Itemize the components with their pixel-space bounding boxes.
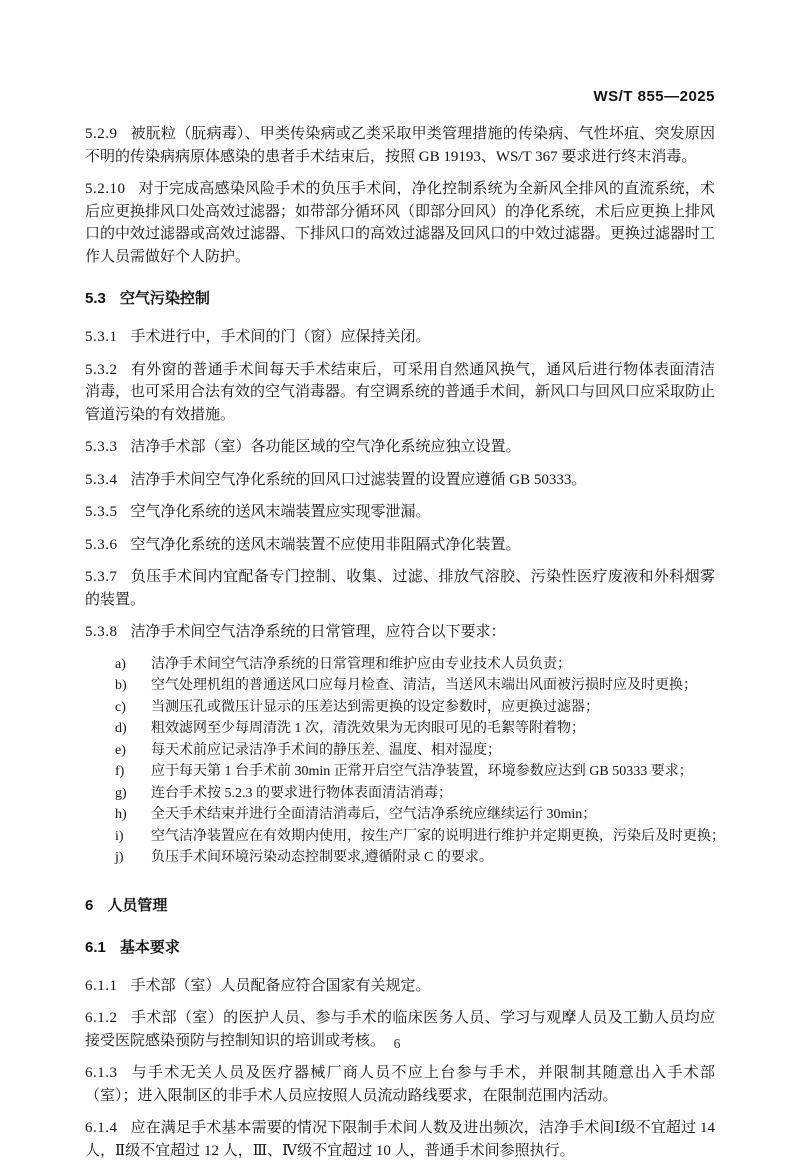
clause-6-1-1 [85,975,715,998]
clause-5-3-8 [85,621,715,644]
heading-6 [85,895,715,917]
heading-number: 6.1 [85,938,106,956]
list-item-c [115,697,715,719]
heading-title: 人员管理 [107,896,168,914]
list-item-g [115,783,715,805]
list-item-label: i) [115,828,124,844]
list-item-label: g) [115,785,127,801]
clause-6-1-3 [85,1062,715,1107]
clause-number: 5.2.9 [85,126,118,142]
heading-6-1 [85,937,715,959]
clause-text: 手术部（室）人员配备应符合国家有关规定。 [130,977,431,994]
clause-number: 5.3.4 [85,471,118,488]
list-item-label: a) [115,656,126,672]
clause-number: 5.3.7 [85,569,118,585]
list-item-text: 每天术前应记录洁净手术间的静压差、温度、相对湿度； [151,742,501,758]
page-number: 6 [393,1037,401,1052]
list-item-text: 应于每天第 1 台手术前 30min 正常开启空气洁净装置，环境参数应达到 GB 50333 要求； [151,764,693,779]
clause-5-2-10 [85,178,715,268]
clause-5-3-8-list [115,654,725,869]
clause-number: 6.1.4 [85,1120,118,1136]
list-item-label: e) [115,742,126,758]
list-item-text: 粗效滤网至少每周清洗 1 次，清洗效果为无肉眼可见的毛絮等附着物； [151,721,585,736]
clause-text: 空气净化系统的送风末端装置不应使用非阻隔式净化装置。 [130,536,521,553]
clause-text: 洁净手术间空气洁净系统的日常管理，应符合以下要求： [130,624,506,640]
clause-text: 有外窗的普通手术间每天手术结束后，可采用自然通风换气，通风后进行物体表面清洁消毒，也可采用合法有效的空气消毒器。有空调系统的普通手术间，新风口与回风口应采取防止管道污染的有效措施。 [85,361,716,423]
clause-text: 被朊粒（朊病毒）、甲类传染病或乙类采取甲类管理措施的传染病、气性坏疽、突发原因不明的传染病病原体感染的患者手术结束后，按照 GB 19193、WS/T 367 要求进行终末消毒。 [85,126,715,165]
list-item-a [115,654,715,676]
clause-number: 5.3.1 [85,329,118,345]
list-item-d [115,718,715,740]
clause-text: 手术部（室）的医护人员、参与手术的临床医务人员、学习与观摩人员及工勤人员均应接受医院感染预防与控制知识的培训或考核。 [85,1010,715,1049]
page-header [85,88,715,105]
clause-number: 5.2.10 [85,181,126,197]
clause-5-2-9 [85,123,715,168]
list-item-text: 当测压孔或微压计显示的压差达到需更换的设定参数时，应更换过滤器； [151,699,599,715]
list-item-label: j) [115,850,124,865]
list-item-label: d) [115,721,127,736]
clause-number: 6.1.1 [85,977,118,994]
clause-text: 洁净手术部（室）各功能区域的空气净化系统应独立设置。 [130,439,521,455]
clause-5-3-3 [85,436,715,459]
clause-number: 5.3.2 [85,361,118,378]
clause-5-3-1 [85,326,715,349]
heading-title: 空气污染控制 [119,290,210,307]
list-item-f [115,761,715,783]
heading-title: 基本要求 [119,938,180,956]
list-item-text: 负压手术间环境污染动态控制要求,遵循附录 C 的要求。 [151,850,493,865]
list-item-label: h) [115,807,127,822]
clause-5-3-7 [85,566,715,611]
clause-number: 5.3.3 [85,439,118,455]
clause-text: 洁净手术间空气净化系统的回风口过滤装置的设置应遵循 GB 50333。 [130,471,587,488]
clause-text: 负压手术间内宜配备专门控制、收集、过滤、排放气溶胶、污染性医疗废液和外科烟雾的装置。 [85,569,715,608]
heading-number: 6 [85,896,94,914]
list-item-text: 全天手术结束并进行全面清洁消毒后，空气洁净系统应继续运行 30min； [151,807,597,822]
heading-number: 5.3 [85,290,106,307]
clause-number: 5.3.5 [85,504,118,520]
clause-text: 应在满足手术基本需要的情况下限制手术间人数及进出频次，洁净手术间Ⅰ级不宜超过 14 人，Ⅱ级不宜超过 12 人，Ⅲ、Ⅳ级不宜超过 10 人，普通手术间参照执行。 [85,1120,715,1159]
list-item-text: 空气处理机组的普通送风口应每月检查、清洁，当送风末端出风面被污损时应及时更换； [151,678,697,693]
clause-text: 对于完成高感染风险手术的负压手术间，净化控制系统为全新风全排风的直流系统，术后应更换排风口处高效过滤器；如带部分循环风（即部分回风）的净化系统，术后应更换上排风口的中效过滤器或高效过滤器、下排风口的高效过滤器及回风口的中效过滤器。更换过滤器时工作人员需做好个人防护。 [85,181,716,265]
clause-text: 与手术无关人员及医疗器械厂商人员不应上台参与手术，并限制其随意出入手术部（室）；进入限制区的非手术人员应按照人员流动路线要求，在限制范围内活动。 [85,1065,715,1104]
list-item-i [115,826,725,848]
clause-number: 5.3.6 [85,536,118,553]
clause-number: 6.1.2 [85,1010,118,1026]
clause-5-3-2 [85,359,715,427]
list-item-label: f) [115,764,125,779]
clause-5-3-5 [85,501,715,524]
list-item-e [115,740,715,762]
clause-5-3-4 [85,469,715,492]
clause-5-3-6 [85,534,715,557]
list-item-b [115,675,715,697]
list-item-label: b) [115,678,127,693]
clause-number: 5.3.8 [85,624,118,640]
clause-text: 空气净化系统的送风末端装置应实现零泄漏。 [130,504,431,520]
page-footer [0,1037,794,1053]
heading-5-3 [85,288,715,310]
list-item-text: 空气洁净装置应在有效期内使用，按生产厂家的说明进行维护并定期更换，污染后及时更换； [151,828,725,844]
list-item-text: 连台手术按 5.2.3 的要求进行物体表面清洁消毒； [151,785,452,801]
list-item-text: 洁净手术间空气洁净系统的日常管理和维护应由专业技术人员负责； [151,656,571,672]
list-item-label: c) [115,699,126,715]
clause-text: 手术进行中，手术间的门（窗）应保持关闭。 [130,329,431,345]
doc-code: WS/T 855—2025 [593,88,715,105]
clause-6-1-4 [85,1117,715,1162]
list-item-j [115,847,715,869]
clause-number: 6.1.3 [85,1065,118,1081]
list-item-h [115,804,715,826]
